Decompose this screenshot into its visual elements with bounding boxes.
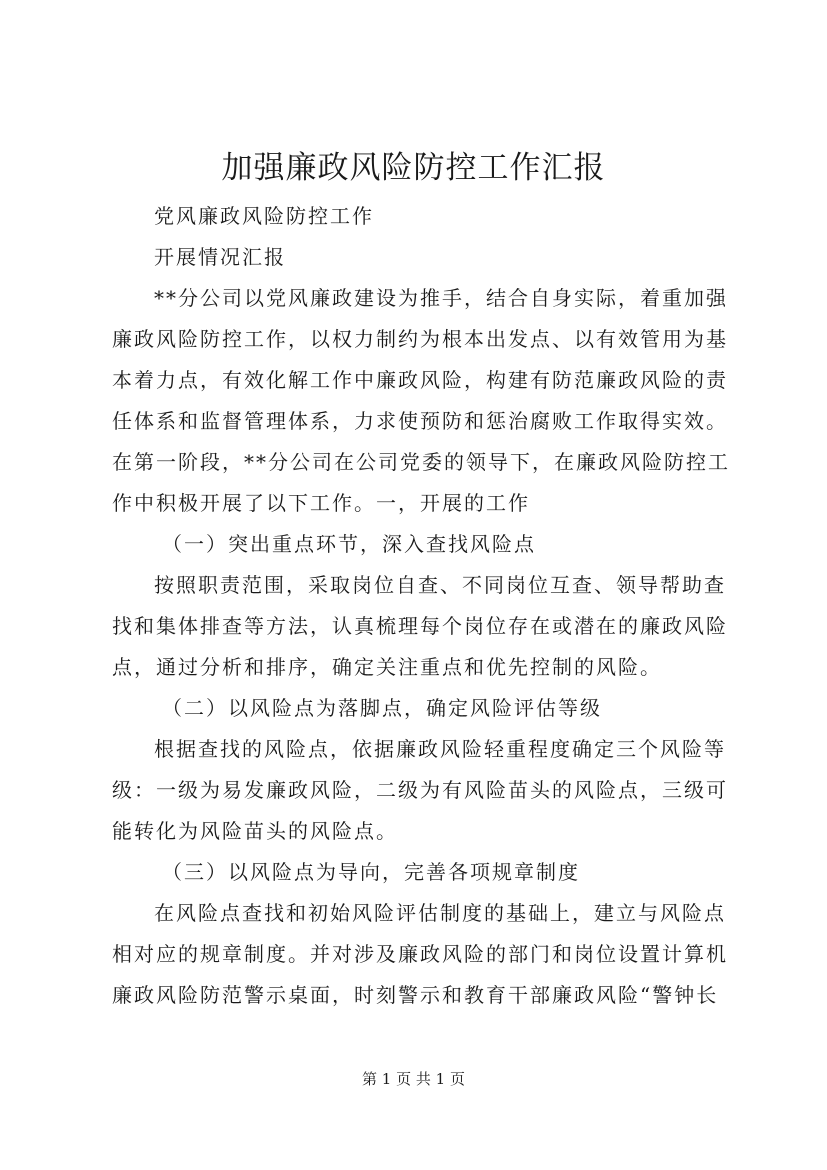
paragraph-line: 任体系和监督管理体系，力求使预防和惩治腐败工作取得实效。 <box>112 409 728 433</box>
paragraph-line: 找和集体排查等方法，认真梳理每个岗位存在或潜在的廉政风险 <box>112 614 728 638</box>
document-title: 加强廉政风险防控工作汇报 <box>221 150 606 186</box>
document-body <box>112 196 730 1016</box>
paragraph-line: 廉政风险防控工作，以权力制约为根本出发点、以有效管用为基 <box>112 327 728 351</box>
paragraph-line: 按照职责范围，采取岗位自查、不同岗位互查、领导帮助查 <box>154 573 726 597</box>
paragraph-line: 在风险点查找和初始风险评估制度的基础上，建立与风险点 <box>154 901 726 925</box>
paragraph-line: 廉政风险防范警示桌面，时刻警示和教育干部廉政风险“警钟长 <box>112 983 719 1007</box>
subtitle-line-1: 党风廉政风险防控工作 <box>154 204 374 228</box>
paragraph-line: 级：一级为易发廉政风险，二级为有风险苗头的风险点，三级可 <box>112 778 728 802</box>
paragraph-line: 作中积极开展了以下工作。一，开展的工作 <box>112 491 530 515</box>
paragraph-line: **分公司以党风廉政建设为推手，结合自身实际，着重加强 <box>154 286 728 310</box>
section-heading-3: （三）以风险点为导向，完善各项规章制度 <box>162 860 580 884</box>
paragraph-line: 相对应的规章制度。并对涉及廉政风险的部门和岗位设置计算机 <box>112 942 728 966</box>
section-heading-1: （一）突出重点环节，深入查找风险点 <box>162 532 536 556</box>
paragraph-line: 根据查找的风险点，依据廉政风险轻重程度确定三个风险等 <box>154 737 726 761</box>
page-number-footer: 第 1 页 共 1 页 <box>362 1070 465 1088</box>
subtitle-line-2: 开展情况汇报 <box>154 245 286 269</box>
paragraph-line: 点，通过分析和排序，确定关注重点和优先控制的风险。 <box>112 655 662 679</box>
paragraph-line: 本着力点，有效化解工作中廉政风险，构建有防范廉政风险的责 <box>112 368 728 392</box>
paragraph-line: 在第一阶段，**分公司在公司党委的领导下，在廉政风险防控工 <box>112 450 730 474</box>
section-heading-2: （二）以风险点为落脚点，确定风险评估等级 <box>162 696 602 720</box>
paragraph-line: 能转化为风险苗头的风险点。 <box>112 819 398 843</box>
